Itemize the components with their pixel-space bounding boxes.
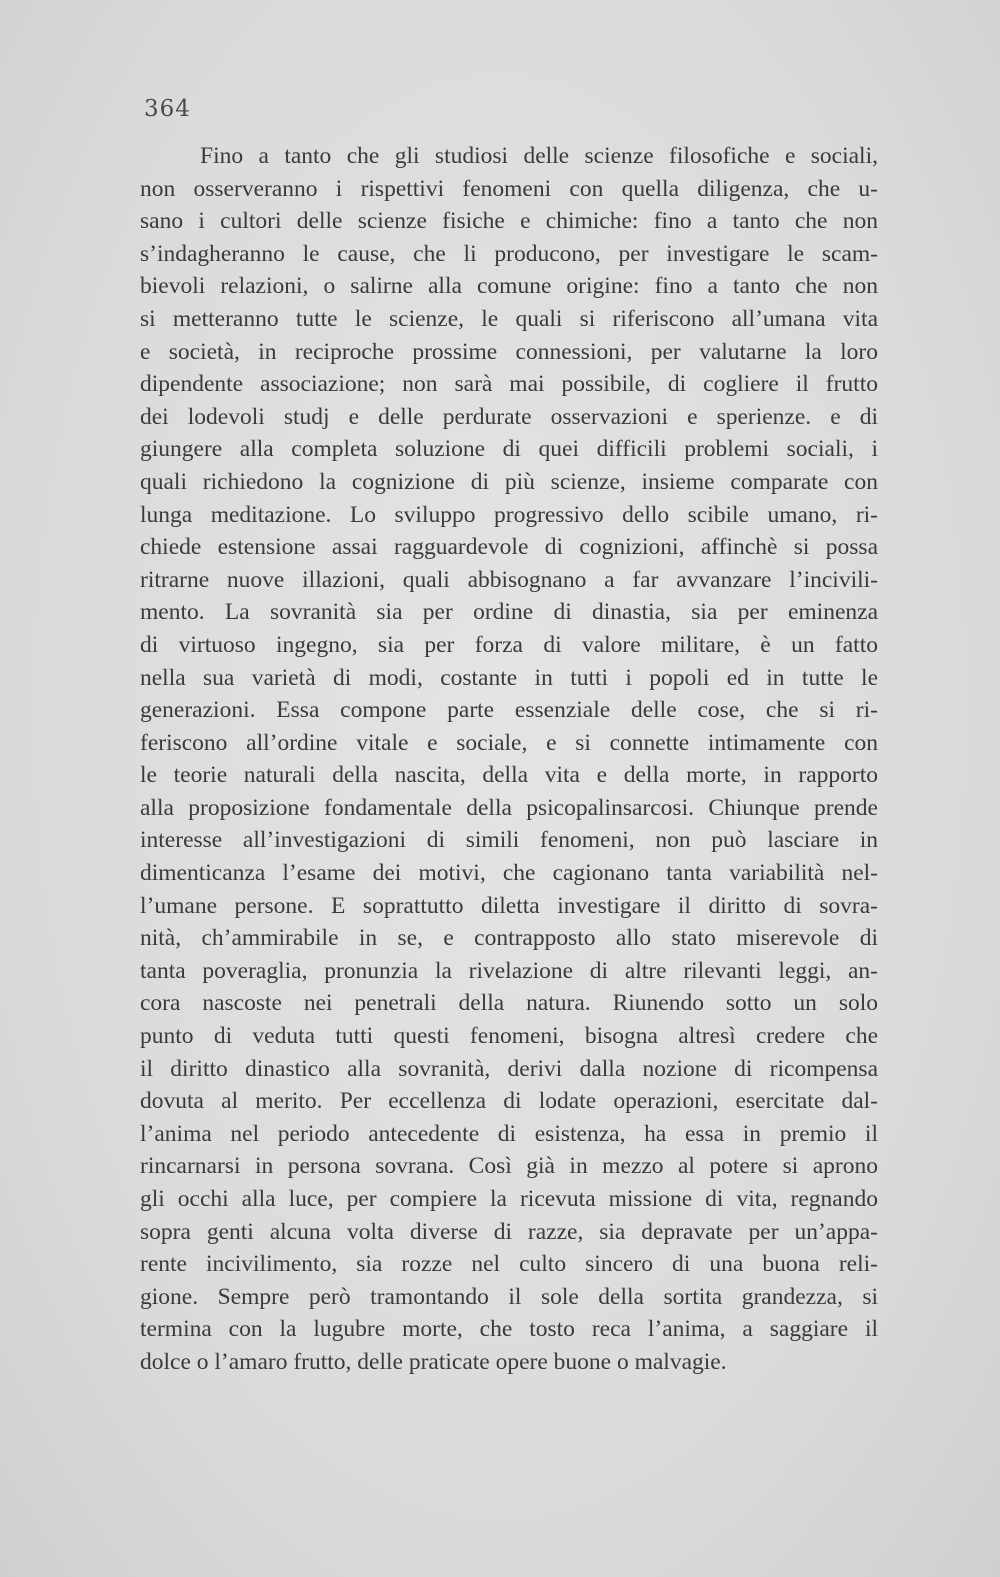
text-line: generazioni. Essa compone parte essenziale delle cose, che si ri- xyxy=(140,697,878,724)
text-line: gli occhi alla luce, per compiere la ricevuta missione di vita, regnando xyxy=(140,1186,878,1212)
text-line: quali richiedono la cognizione di più scienze, insieme comparate con xyxy=(140,468,878,495)
text-line: si metteranno tutte le scienze, le quali si riferiscono all’umana vita xyxy=(140,305,878,332)
text-line: l’anima nel periodo antecedente di esistenza, ha essa in premio il xyxy=(140,1120,878,1147)
text-line: rente incivilimento, sia rozze nel culto sincero di una buona reli- xyxy=(140,1251,878,1278)
text-line: il diritto dinastico alla sovranità, derivi dalla nozione di ricompensa xyxy=(140,1055,878,1082)
text-line: di virtuoso ingegno, sia per forza di valore militare, è un fatto xyxy=(140,631,878,658)
text-line: feriscono all’ordine vitale e sociale, e si connette intimamente con xyxy=(140,729,878,756)
text-line: termina con la lugubre morte, che tosto reca l’anima, a saggiare il xyxy=(140,1316,878,1343)
text-line: dipendente associazione; non sarà mai possibile, di cogliere il frutto xyxy=(140,371,878,398)
text-line: lunga meditazione. Lo sviluppo progressivo dello scibile umano, ri- xyxy=(140,501,878,528)
text-line: non osserveranno i rispettivi fenomeni con quella diligenza, che u- xyxy=(140,175,878,202)
text-line: l’umane persone. E soprattutto diletta investigare il diritto di sovra- xyxy=(140,892,878,919)
text-line: cora nascoste nei penetrali della natura. Riunendo sotto un solo xyxy=(140,990,878,1017)
text-line: dovuta al merito. Per eccellenza di lodate operazioni, esercitate dal- xyxy=(140,1088,878,1115)
page-number: 364 xyxy=(144,96,191,122)
text-line: tanta poveraglia, pronunzia la rivelazione di altre rilevanti leggi, an- xyxy=(140,957,878,984)
text-line: dolce o l’amaro frutto, delle praticate opere buone o malvagie. xyxy=(140,1348,727,1375)
text-line: le teorie naturali della nascita, della vita e della morte, in rapporto xyxy=(140,762,878,789)
text-line: rincarnarsi in persona sovrana. Così già in mezzo al potere si aprono xyxy=(140,1153,878,1180)
text-line: alla proposizione fondamentale della psicopalinsarcosi. Chiunque prende xyxy=(140,794,878,821)
text-line: dei lodevoli studj e delle perdurate osservazioni e sperienze. e di xyxy=(140,403,878,430)
body-paragraph xyxy=(140,140,878,1379)
text-line: s’indagheranno le cause, che li producono, per investigare le scam- xyxy=(140,240,878,267)
text-line: sopra genti alcuna volta diverse di razze, sia depravate per un’appa- xyxy=(140,1218,878,1245)
text-line: ritrarne nuove illazioni, quali abbisognano a far avvanzare l’incivili- xyxy=(140,566,878,593)
text-line: giungere alla completa soluzione di quei difficili problemi sociali, i xyxy=(140,436,878,463)
text-line: punto di veduta tutti questi fenomeni, bisogna altresì credere che xyxy=(140,1023,878,1050)
text-line: gione. Sempre però tramontando il sole della sortita grandezza, si xyxy=(140,1283,878,1310)
text-line: interesse all’investigazioni di simili fenomeni, non può lasciare in xyxy=(140,827,878,854)
text-line: nella sua varietà di modi, costante in tutti i popoli ed in tutte le xyxy=(140,664,878,691)
text-line: Fino a tanto che gli studiosi delle scienze filosofiche e sociali, xyxy=(200,143,878,169)
text-line: mento. La sovranità sia per ordine di dinastia, sia per eminenza xyxy=(140,599,878,626)
text-line: dimenticanza l’esame dei motivi, che cagionano tanta variabilità nel- xyxy=(140,860,878,887)
text-line: nità, ch’ammirabile in se, e contrapposto allo stato miserevole di xyxy=(140,925,878,952)
text-line: bievoli relazioni, o salirne alla comune origine: fino a tanto che non xyxy=(140,273,878,300)
text-line: sano i cultori delle scienze fisiche e chimiche: fino a tanto che non xyxy=(140,208,878,235)
text-line: e società, in reciproche prossime connessioni, per valutarne la loro xyxy=(140,338,878,365)
text-line: chiede estensione assai ragguardevole di cognizioni, affinchè si possa xyxy=(140,534,878,561)
